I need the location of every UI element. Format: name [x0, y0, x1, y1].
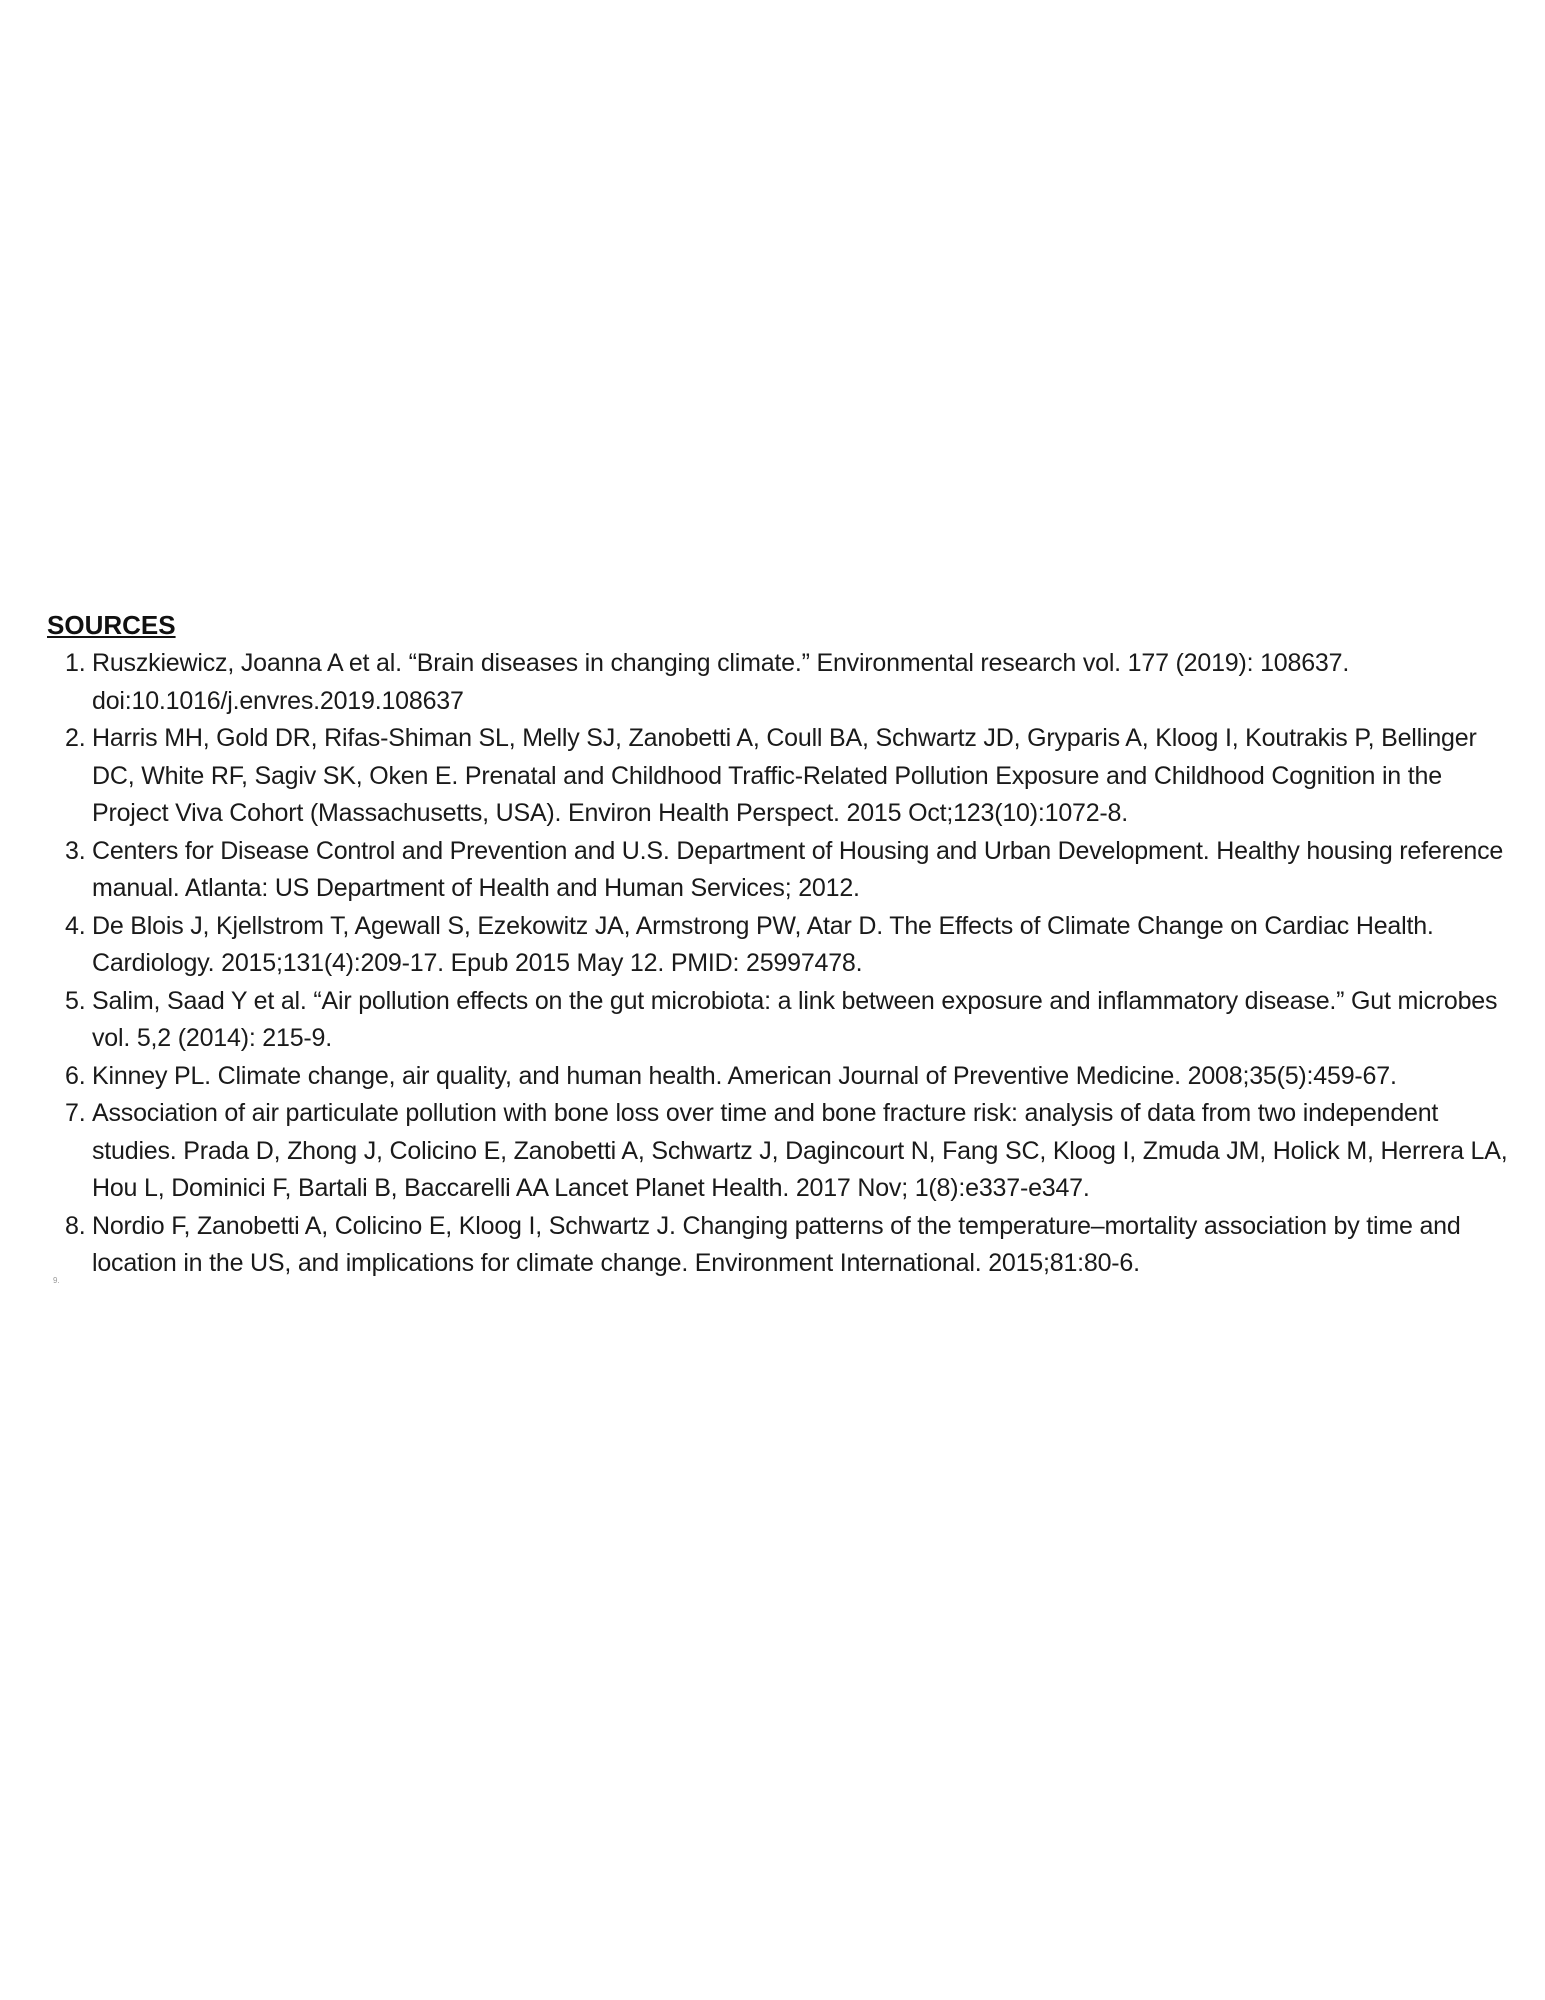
reference-item-1 [47, 645, 1517, 720]
reference-text: Nordio F, Zanobetti A, Colicino E, Kloog I, Schwartz J. Changing patterns of the temperature–mortality association by time and location in the US, and implications for climate change. Environment International. 2015;81:80-6. [92, 1211, 1461, 1277]
reference-number: 4. [65, 911, 86, 940]
reference-list [47, 645, 1517, 1283]
reference-number: 3. [65, 836, 86, 865]
reference-item-6 [47, 1058, 1517, 1096]
reference-number: 5. [65, 986, 86, 1015]
reference-number: 7. [65, 1099, 86, 1127]
reference-number: 8. [65, 1211, 86, 1240]
reference-text: Salim, Saad Y et al. “Air pollution effects on the gut microbiota: a link between exposure and inflammatory disease.” Gut microbes vol. 5,2 (2014): 215-9. [92, 986, 1498, 1052]
reference-item-2 [47, 720, 1517, 833]
sources-heading: SOURCES [47, 610, 176, 640]
reference-item-4 [47, 908, 1517, 983]
empty-list-marker-9: 9. [53, 1276, 60, 1285]
reference-text: Centers for Disease Control and Prevention and U.S. Department of Housing and Urban Development. Healthy housing reference manual. Atlanta: US Department of Health and Human Services; 2012. [92, 836, 1504, 902]
reference-number: 1. [65, 649, 86, 677]
reference-text: Ruszkiewicz, Joanna A et al. “Brain diseases in changing climate.” Environmental research vol. 177 (2019): 108637. doi:10.1016/j.envres.2019.108637 [92, 649, 1350, 715]
reference-item-8 [47, 1208, 1517, 1283]
reference-text: De Blois J, Kjellstrom T, Agewall S, Ezekowitz JA, Armstrong PW, Atar D. The Effects of Climate Change on Cardiac Health. Cardiology. 2015;131(4):209-17. Epub 2015 May 12. PMID: 25997478. [92, 911, 1434, 977]
reference-item-3 [47, 833, 1517, 908]
sources-section [47, 609, 1517, 1283]
reference-number: 6. [65, 1061, 86, 1090]
reference-text: Harris MH, Gold DR, Rifas-Shiman SL, Melly SJ, Zanobetti A, Coull BA, Schwartz JD, Gryparis A, Kloog I, Koutrakis P, Bellinger DC, White RF, Sagiv SK, Oken E. Prenatal and Childhood Traffic-Related Pollution Exposure and Childhood Cognition in the Project Viva Cohort (Massachusetts, USA). Environ Health Perspect. 2015 Oct;123(10):1072-8. [92, 724, 1477, 827]
reference-number: 2. [65, 724, 86, 752]
reference-item-5 [47, 983, 1517, 1058]
reference-item-7 [47, 1095, 1517, 1208]
reference-text: Kinney PL. Climate change, air quality, and human health. American Journal of Preventive Medicine. 2008;35(5):459-67. [92, 1061, 1397, 1090]
reference-text: Association of air particulate pollution with bone loss over time and bone fracture risk: analysis of data from two independent studies. Prada D, Zhong J, Colicino E, Zanobetti A, Schwartz J, Dagincourt N, Fang SC, Kloog I, Zmuda JM, Holick M, Herrera LA, Hou L, Dominici F, Bartali B, Baccarelli AA Lancet Planet Health. 2017 Nov; 1(8):e337-e347. [92, 1099, 1508, 1202]
